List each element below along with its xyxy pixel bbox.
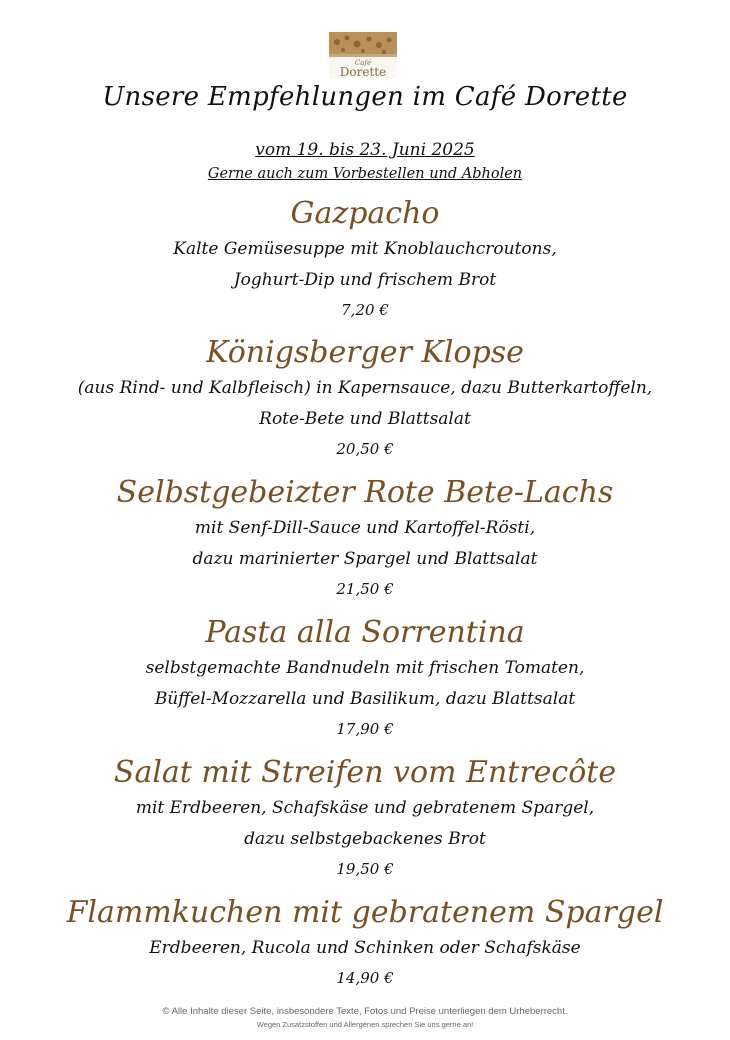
dish-rote-bete-lachs [0, 473, 730, 603]
dish-pasta-sorrentina [0, 613, 730, 743]
dish-description: mit Senf-Dill-Sauce und Kartoffel-Rösti, [194, 518, 536, 538]
dish-koenigsberger-klopse [0, 333, 730, 463]
dish-description: Kalte Gemüsesuppe mit Knoblauchcroutons, [173, 239, 557, 259]
dish-flammkuchen [0, 893, 730, 992]
dish-price: 17,90 € [336, 720, 394, 738]
dish-price: 7,20 € [341, 301, 389, 319]
dish-price: 20,50 € [336, 440, 394, 458]
dish-description: Joghurt-Dip und frischem Brot [233, 270, 497, 290]
allergen-notice: Wegen Zusatzstoffen und Allergenen sprechen Sie uns gerne an! [256, 1020, 474, 1029]
logo-text-cafe: Café [354, 59, 372, 67]
dish-price: 21,50 € [336, 580, 394, 598]
dish-price: 19,50 € [336, 860, 394, 878]
date-range: vom 19. bis 23. Juni 2025 [255, 140, 475, 160]
dish-description: dazu selbstgebackenes Brot [244, 829, 486, 849]
logo-graphic [329, 32, 397, 78]
dish-gazpacho [0, 194, 730, 324]
dish-description: Erdbeeren, Rucola und Schinken oder Schafskäse [149, 938, 581, 958]
logo-text-dorette: Dorette [339, 65, 387, 78]
dish-salat-entrecote [0, 753, 730, 883]
dish-description: mit Erdbeeren, Schafskäse und gebratenem Spargel, [135, 798, 595, 818]
dish-price: 14,90 € [336, 969, 394, 987]
copyright-notice: © Alle Inhalte dieser Seite, insbesondere Texte, Fotos und Preise unterliegen dem Urheberrecht. [162, 1006, 568, 1017]
dish-description: Büffel-Mozzarella und Basilikum, dazu Blattsalat [154, 689, 576, 709]
dish-description: selbstgemachte Bandnudeln mit frischen Tomaten, [145, 658, 585, 678]
dish-name: Königsberger Klopse [206, 335, 524, 370]
dish-name: Pasta alla Sorrentina [205, 615, 525, 650]
cafe-dorette-logo [329, 32, 397, 78]
dish-name: Salat mit Streifen vom Entrecôte [113, 755, 617, 790]
dish-name: Selbstgebeizter Rote Bete-Lachs [116, 475, 614, 510]
preorder-note: Gerne auch zum Vorbestellen und Abholen [207, 166, 523, 182]
dish-description: Rote-Bete und Blattsalat [259, 409, 471, 429]
dish-name: Flammkuchen mit gebratenem Spargel [66, 895, 664, 930]
dish-name: Gazpacho [290, 196, 440, 231]
page-title: Unsere Empfehlungen im Café Dorette [102, 82, 628, 112]
dish-description: dazu marinierter Spargel und Blattsalat [192, 549, 538, 569]
dish-description: (aus Rind- und Kalbfleisch) in Kapernsauce, dazu Butterkartoffeln, [77, 378, 653, 398]
